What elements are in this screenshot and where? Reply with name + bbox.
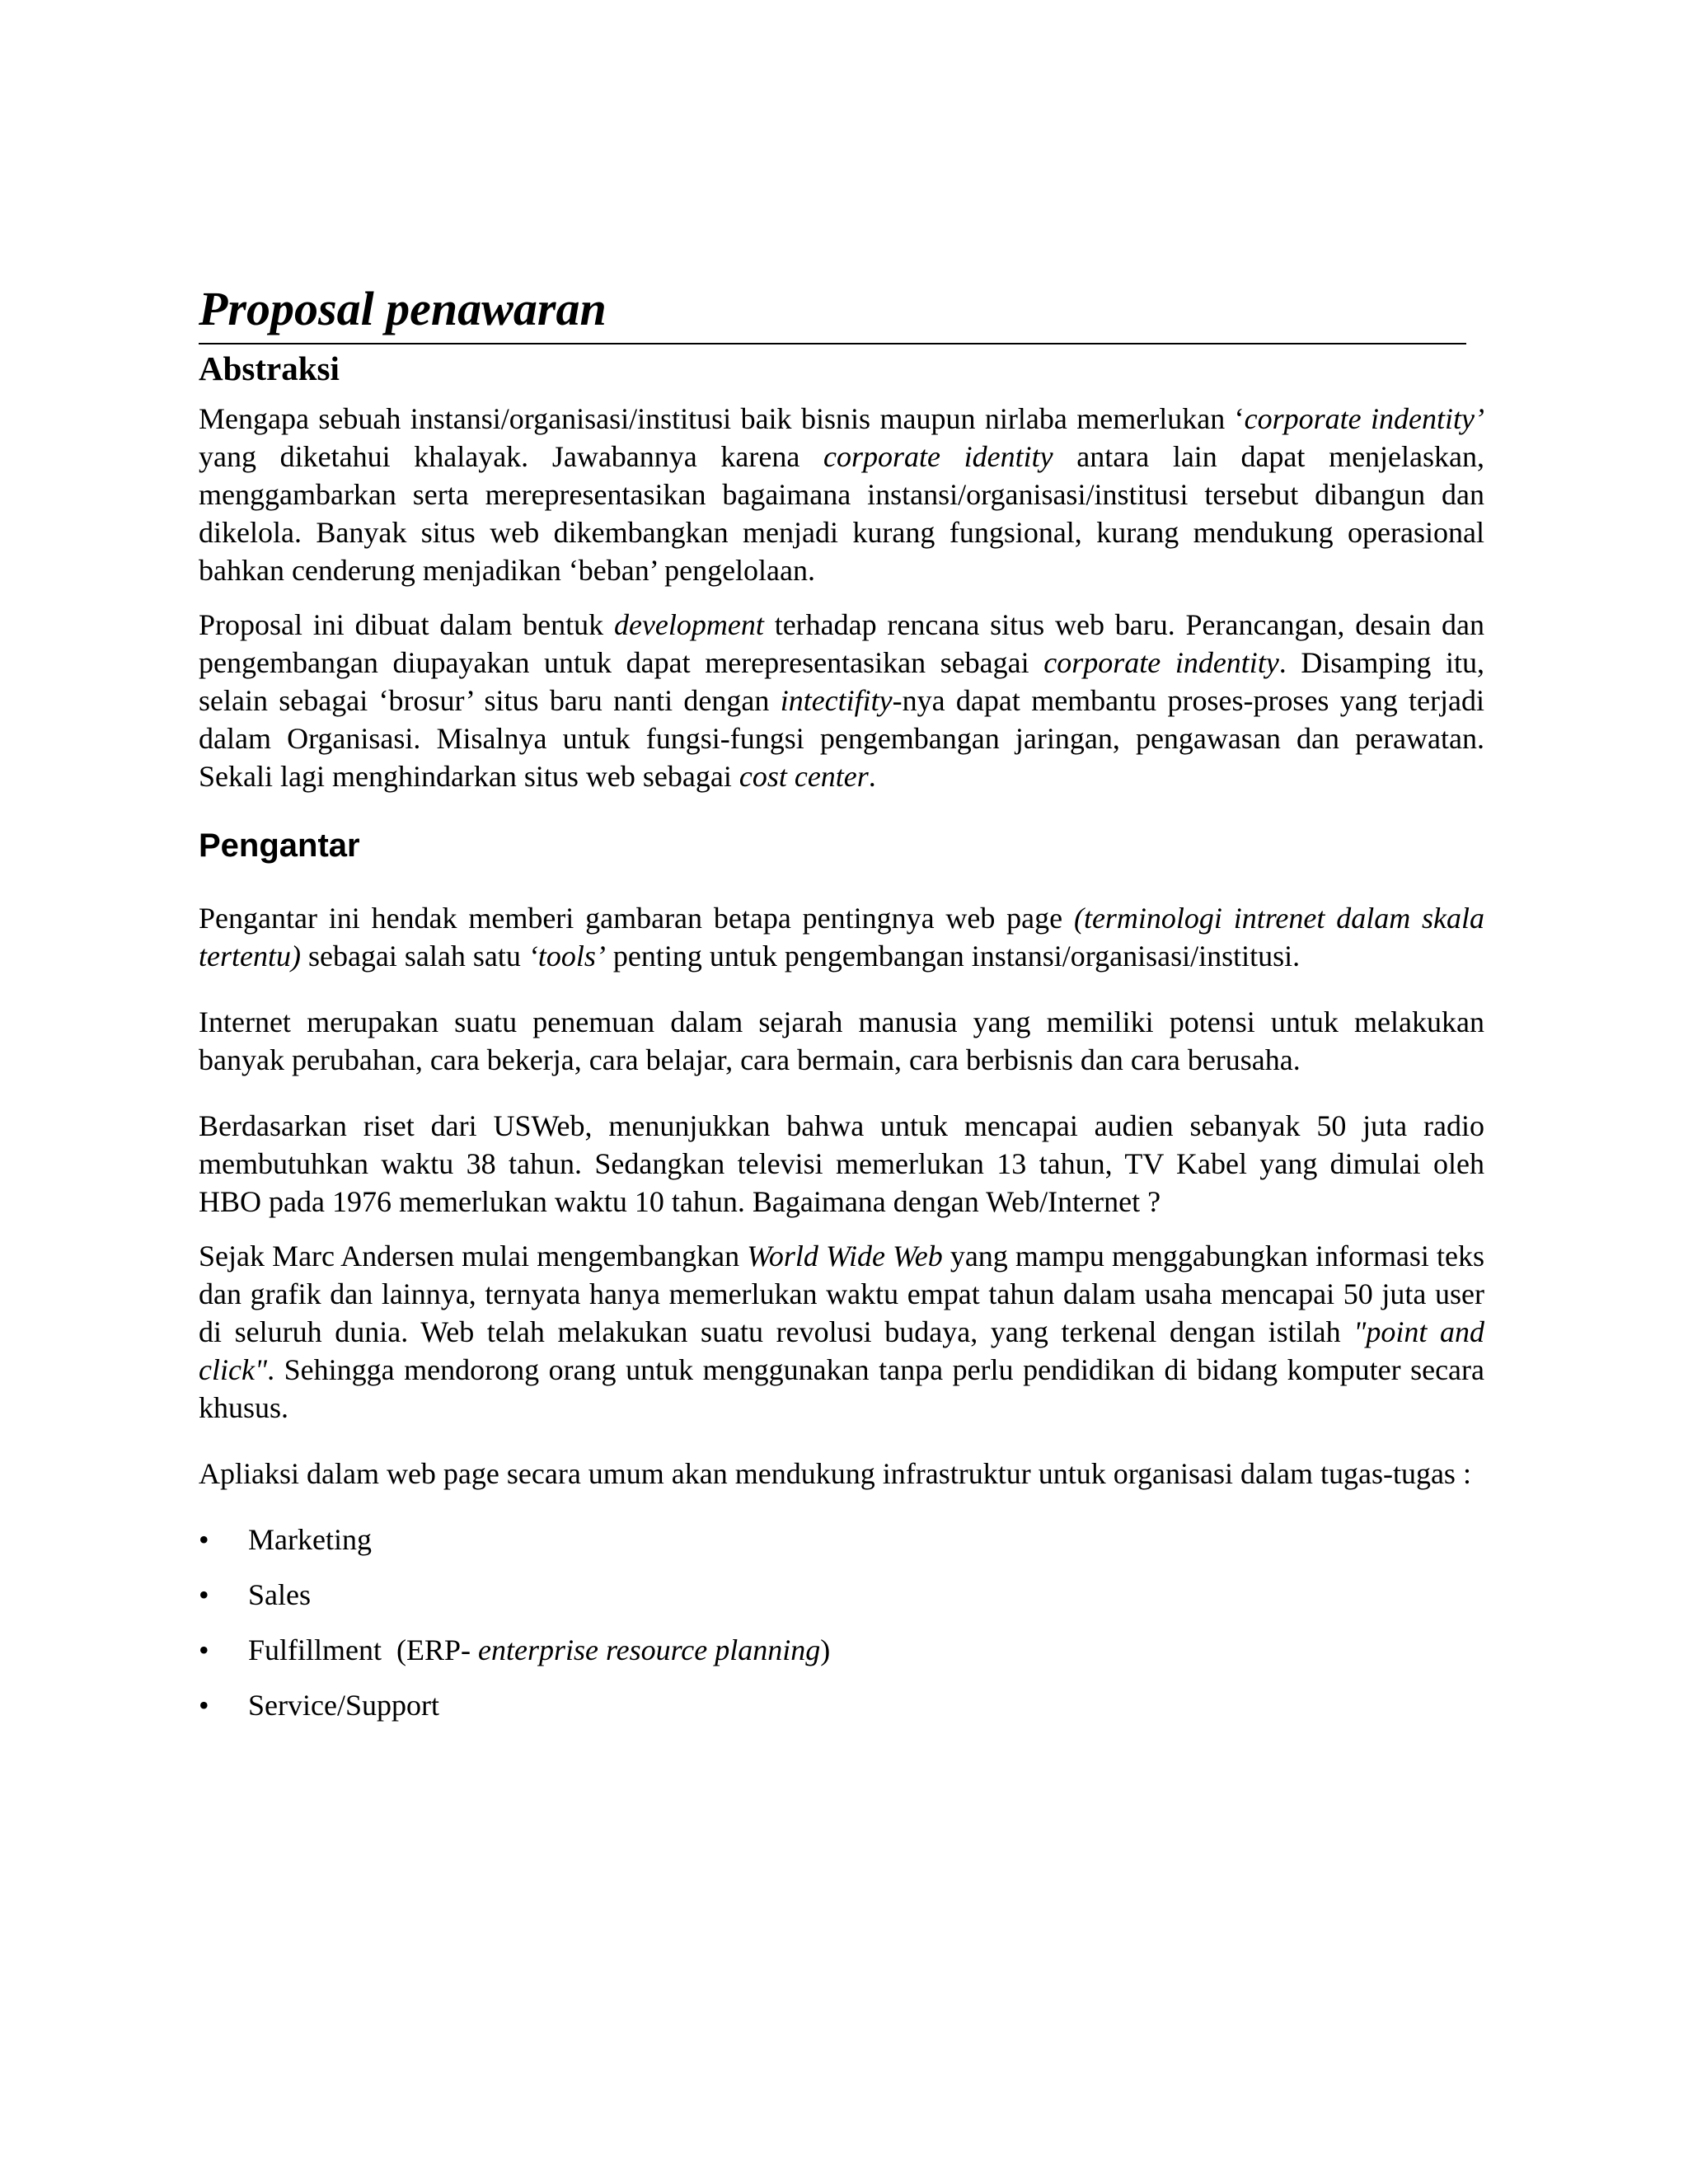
abstraksi-heading: Abstraksi xyxy=(199,349,340,387)
pengantar-paragraph-5: Apliaksi dalam web page secara umum akan mendukung infrastruktur untuk organisasi dalam tugas-tugas : xyxy=(199,1456,1471,1490)
abstraksi-paragraph-1: Mengapa sebuah instansi/organisasi/institusi baik bisnis maupun nirlaba memerlukan ‘corporate indentity’ yang diketahui khalayak. Jawabannya karena corporate identity antara lain dapat menjelaskan, menggambarkan serta merepresentasikan bagaimana instansi/organisasi/institusi tersebut dibangun dan dikelola. Banyak situs web dikembangkan menjadi kurang fungsional, kurang mendukung operasional bahkan cenderung menjadikan ‘beban’ pengelolaan. xyxy=(199,401,1484,587)
pengantar-paragraph-4: Sejak Marc Andersen mulai mengembangkan World Wide Web yang mampu menggabungkan informasi teks dan grafik dan lainnya, ternyata hanya memerlukan waktu empat tahun dalam usaha mencapai 50 juta user di seluruh dunia. Web telah melakukan suatu revolusi budaya, yang terkenal dengan istilah "point and click". Sehingga mendorong orang untuk menggunakan tanpa perlu pendidikan di bidang komputer secara khusus. xyxy=(199,1239,1485,1424)
document-page xyxy=(199,280,1484,1741)
list-item: • Sales xyxy=(199,1576,1484,1614)
list-item: • Service/Support xyxy=(199,1686,1484,1724)
abstraksi-paragraph-2: Proposal ini dibuat dalam bentuk development terhadap rencana situs web baru. Perancangan, desain dan pengembangan diupayakan untuk dapat merepresentasikan sebagai corporate indentity. Disamping itu, selain sebagai ‘brosur’ situs baru nanti dengan intectifity-nya dapat membantu proses-proses yang terjadi dalam Organisasi. Misalnya untuk fungsi-fungsi pengembangan jaringan, pengawasan dan perawatan. Sekali lagi menghindarkan situs web sebagai cost center. xyxy=(199,607,1484,793)
bullet-icon: • xyxy=(199,1577,209,1611)
list-item: • Fulfillment (ERP- enterprise resource planning) xyxy=(199,1631,1484,1669)
pengantar-paragraph-2: Internet merupakan suatu penemuan dalam sejarah manusia yang memiliki potensi untuk melakukan banyak perubahan, cara bekerja, cara belajar, cara bermain, cara berbisnis dan cara berusaha. xyxy=(199,1005,1484,1076)
bullet-icon: • xyxy=(199,1688,209,1722)
pengantar-paragraph-1: Pengantar ini hendak memberi gambaran betapa pentingnya web page (terminologi intrenet dalam skala tertentu) sebagai salah satu ‘tools’ penting untuk pengembangan instansi/organisasi/institusi. xyxy=(199,901,1485,972)
list-item: • Marketing xyxy=(199,1521,1484,1558)
pengantar-heading: Pengantar xyxy=(199,827,360,864)
pengantar-paragraph-3: Berdasarkan riset dari USWeb, menunjukkan bahwa untuk mencapai audien sebanyak 50 juta radio membutuhkan waktu 38 tahun. Sedangkan televisi memerlukan 13 tahun, TV Kabel yang dimulai oleh HBO pada 1976 memerlukan waktu 10 tahun. Bagaimana dengan Web/Internet ? xyxy=(199,1108,1484,1218)
title-underline-divider xyxy=(199,343,1466,344)
task-list xyxy=(199,1521,1484,1724)
bullet-icon: • xyxy=(199,1633,209,1666)
document-title: Proposal penawaran xyxy=(199,282,607,335)
bullet-icon: • xyxy=(199,1522,209,1556)
